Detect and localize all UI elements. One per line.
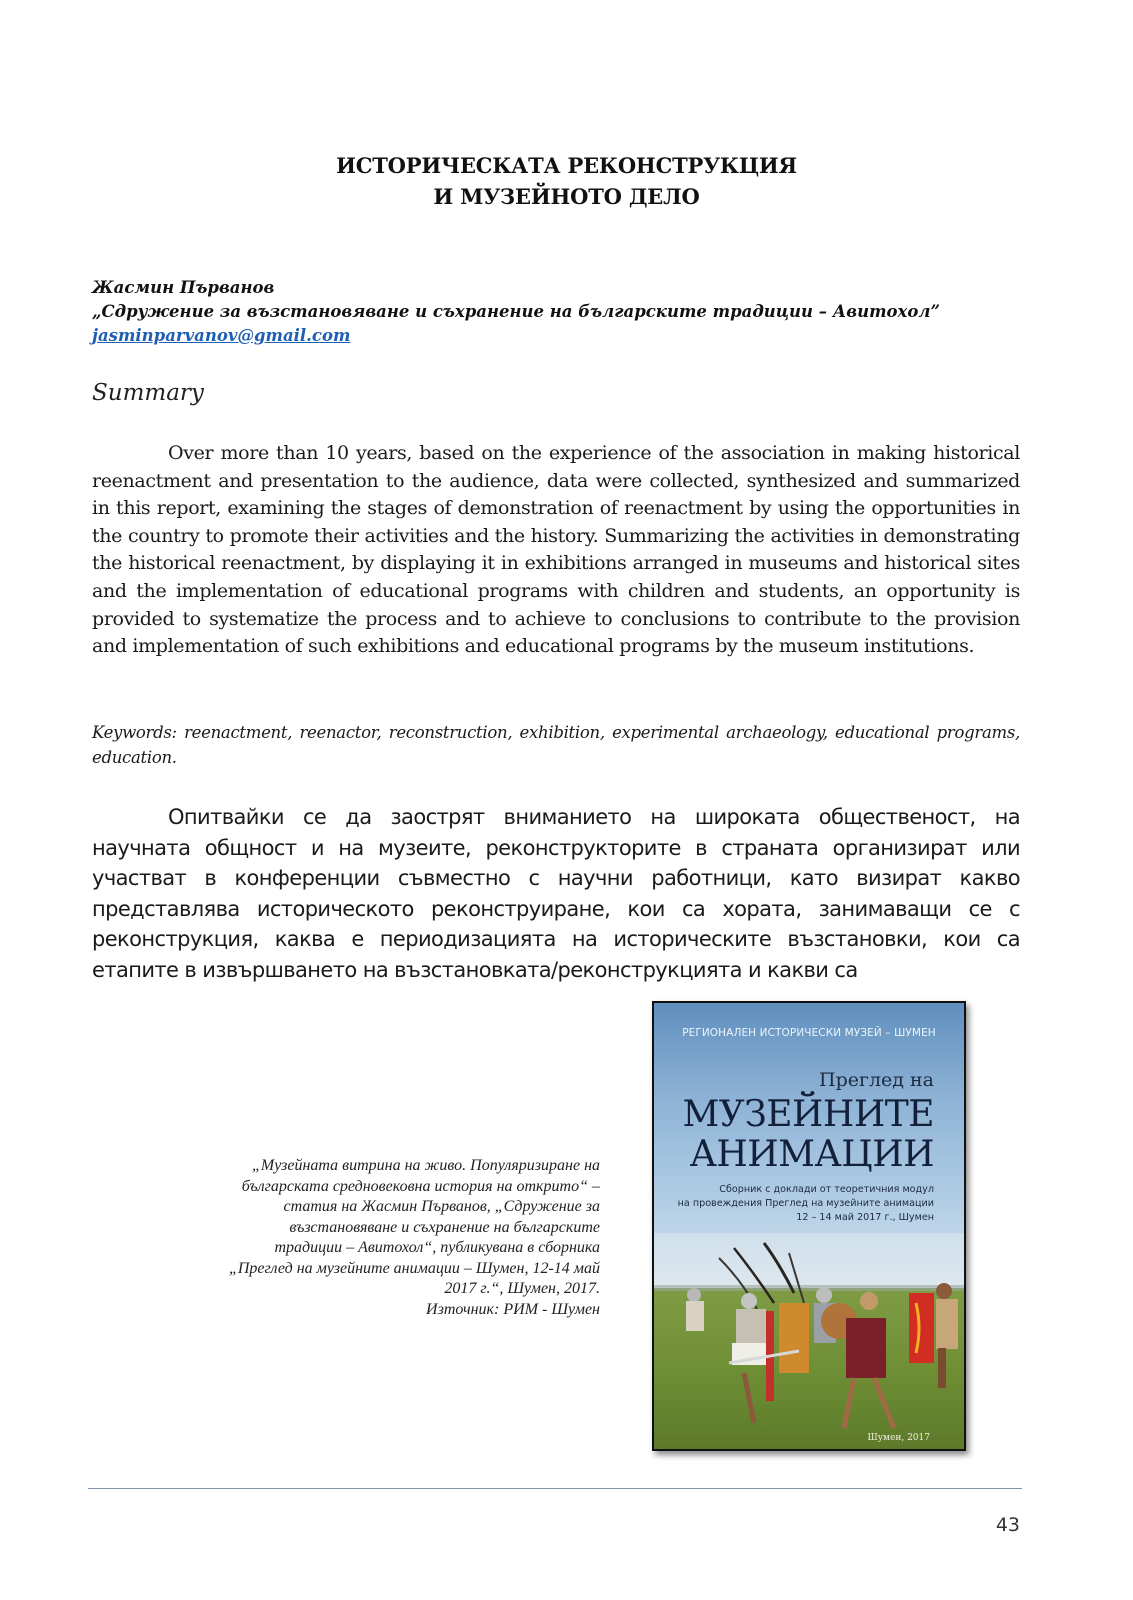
title-line-2: И МУЗЕЙНОТО ДЕЛО	[433, 184, 700, 209]
title-line-1: ИСТОРИЧЕСКАТА РЕКОНСТРУКЦИЯ	[336, 153, 797, 178]
reenactors-battle-photo	[654, 1233, 964, 1449]
author-block	[92, 276, 1032, 348]
footer-divider	[88, 1488, 1022, 1489]
cover-title-line-1: МУЗЕЙНИТЕ	[682, 1094, 934, 1135]
cover-subtitle-line: 12 – 14 май 2017 г., Шумен	[796, 1212, 934, 1223]
caption-line: статия на Жасмин Първанов, „Сдружение за	[283, 1198, 600, 1215]
cover-footer-text: Шумен, 2017	[867, 1433, 930, 1443]
cover-subtitle	[654, 1183, 934, 1225]
caption-line: „Музейната витрина на живо. Популяризиране на	[252, 1157, 600, 1174]
cover-subtitle-line: на провеждения Преглед на музейните анимации	[677, 1198, 934, 1209]
author-affiliation: „Сдружение за възстановяване и съхранение на българските традиции – Авитохол”	[92, 302, 940, 321]
caption-line: традиции – Авитохол“, публикувана в сборника	[274, 1239, 600, 1256]
page-number: 43	[995, 1514, 1020, 1536]
summary-body: Over more than 10 years, based on the experience of the association in making historical reenactment and presentation to the audience, data were collected, synthesized and summarized in this report, examining the stages of demonstration of reenactment by using the opportunities in the country to promote their activities and the history. Summarizing the activities in demonstrating the historical reenactment, by displaying it in exhibitions arranged in museums and historical sites and the implementation of educational programs with children and students, an opportunity is provided to systematize the process and to achieve to conclusions to contribute to the provision and implementation of such exhibitions and educational programs by the museum institutions.	[92, 442, 1020, 658]
cover-title	[682, 1095, 934, 1175]
caption-line: „Преглед на музейните анимации – Шумен, 12-14 май	[228, 1259, 600, 1277]
cover-pretitle: Преглед на	[819, 1069, 934, 1091]
summary-heading: Summary	[92, 380, 204, 406]
author-email-link[interactable]: jasminparvanov@gmail.com	[92, 326, 351, 345]
body-paragraph: Опитвайки се да заострят вниманието на широката общественост, на научната общност и на музеите, реконструкторите в страната организират или участват в конференции съвместно с научни работници, като визират какво представлява историческото реконструиране, кои са хората, занимаващи се с реконструкция, каква е периодизацията на историческите възстановки, кои са етапите в извършването на възстановката/реконструкцията и какви са	[92, 805, 1020, 982]
cover-publisher: РЕГИОНАЛЕН ИСТОРИЧЕСКИ МУЗЕЙ – ШУМЕН	[682, 1027, 936, 1039]
caption-source: Източник: РИМ - Шумен	[426, 1300, 600, 1318]
caption-line: възстановяване и съхранение на българските	[289, 1218, 600, 1236]
page-title	[0, 150, 1133, 212]
author-name: Жасмин Първанов	[92, 278, 275, 297]
figure-caption	[160, 1156, 600, 1320]
cover-subtitle-line: Сборник с доклади от теоретичния модул	[719, 1184, 934, 1195]
caption-line: българската средновековна история на открито“ –	[241, 1177, 600, 1195]
keywords: Keywords: reenactment, reenactor, reconstruction, exhibition, experimental archaeology, educational programs, education.	[92, 723, 1020, 767]
book-cover-image	[652, 1001, 966, 1451]
caption-line: 2017 г.“, Шумен, 2017.	[444, 1280, 600, 1297]
cover-title-line-2: АНИМАЦИИ	[689, 1134, 934, 1175]
